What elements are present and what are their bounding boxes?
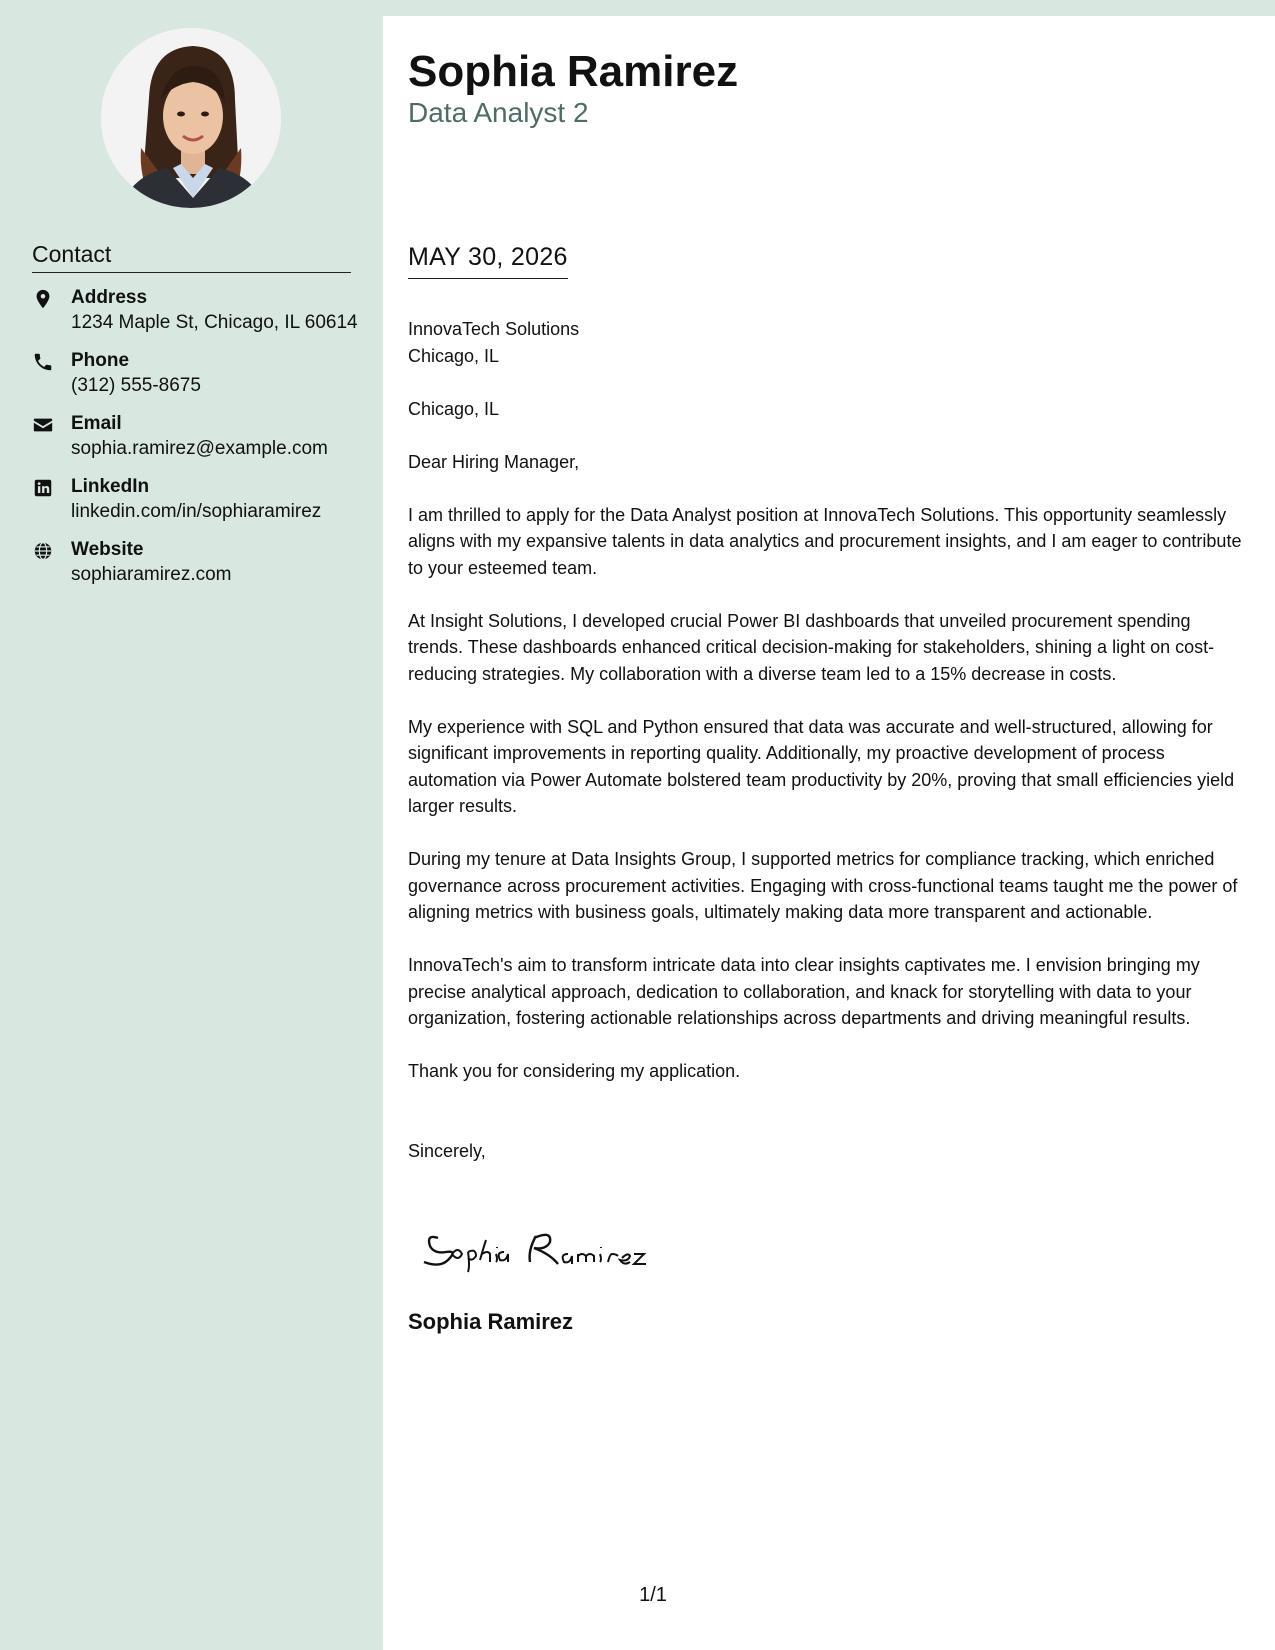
signed-name: Sophia Ramirez: [408, 1309, 574, 1334]
signature-image: [418, 1216, 678, 1276]
closing: Sincerely,: [408, 1140, 486, 1161]
globe-icon: [32, 540, 54, 562]
contact-value: 1234 Maple St, Chicago, IL 60614: [71, 312, 358, 333]
contact-value: (312) 555-8675: [71, 375, 201, 396]
salutation: Dear Hiring Manager,: [408, 451, 580, 472]
linkedin-icon: [32, 477, 54, 499]
contact-label: Website: [71, 539, 144, 560]
page-number: 1/1: [639, 1584, 667, 1606]
contact-label: Phone: [71, 350, 130, 371]
letter-location: Chicago, IL: [408, 398, 500, 419]
contact-value: sophia.ramirez@example.com: [71, 438, 328, 459]
contact-value: linkedin.com/in/sophiaramirez: [71, 501, 322, 522]
candidate-role: Data Analyst 2: [408, 97, 589, 128]
handwritten-signature: [418, 1216, 678, 1281]
paragraph: During my tenure at Data Insights Group, I supported metrics for compliance tracking, which enriched governance across procurement activities. Engaging with cross-functional teams taught me the power of aligning metrics with business goals, ultimately making data more transparent and actionable.: [408, 849, 1238, 922]
recipient-city: Chicago, IL: [408, 345, 500, 366]
letter-text: [408, 316, 1250, 1164]
paragraph: I am thrilled to apply for the Data Analyst position at InnovaTech Solutions. This opportunity seamlessly aligns with my expansive talents in data analytics and procurement insights, and I am eager to contribute to your esteemed team.: [408, 504, 1242, 578]
paragraph: InnovaTech's aim to transform intricate data into clear insights captivates me. I envision bringing my precise analytical approach, dedication to collaboration, and knack for storytelling with data to your organization, fostering actionable relationships across departments and driving meaningful results.: [408, 955, 1200, 1028]
letter-date: MAY 30, 2026: [408, 242, 568, 279]
paragraph: Thank you for considering my application.: [408, 1061, 741, 1081]
sidebar: [0, 0, 383, 1650]
candidate-name: Sophia Ramirez: [408, 47, 739, 96]
contact-label: LinkedIn: [71, 476, 150, 497]
envelope-icon: [32, 414, 54, 436]
profile-photo: [101, 28, 281, 208]
contact-value: sophiaramirez.com: [71, 564, 232, 585]
recipient-company: InnovaTech Solutions: [408, 319, 580, 339]
contact-heading: Contact: [32, 240, 351, 273]
paragraph: At Insight Solutions, I developed crucial Power BI dashboards that unveiled procurement spending trends. These dashboards enhanced critical decision-making for stakeholders, shining a light on cost-reducing strategies. My collaboration with a diverse team led to a 15% decrease in costs.: [408, 610, 1215, 684]
contact-label: Email: [71, 413, 122, 434]
map-pin-icon: [32, 288, 54, 310]
paragraph: My experience with SQL and Python ensured that data was accurate and well-structured, allowing for significant improvements in reporting quality. Additionally, my proactive development of process automation via Power Automate bolstered team productivity by 20%, proving that small efficiencies yield larger results.: [408, 716, 1235, 816]
phone-icon: [32, 351, 54, 373]
contact-label: Address: [71, 287, 148, 308]
profile-photo-illustration: [101, 28, 281, 208]
letter-body: [383, 16, 1275, 1650]
